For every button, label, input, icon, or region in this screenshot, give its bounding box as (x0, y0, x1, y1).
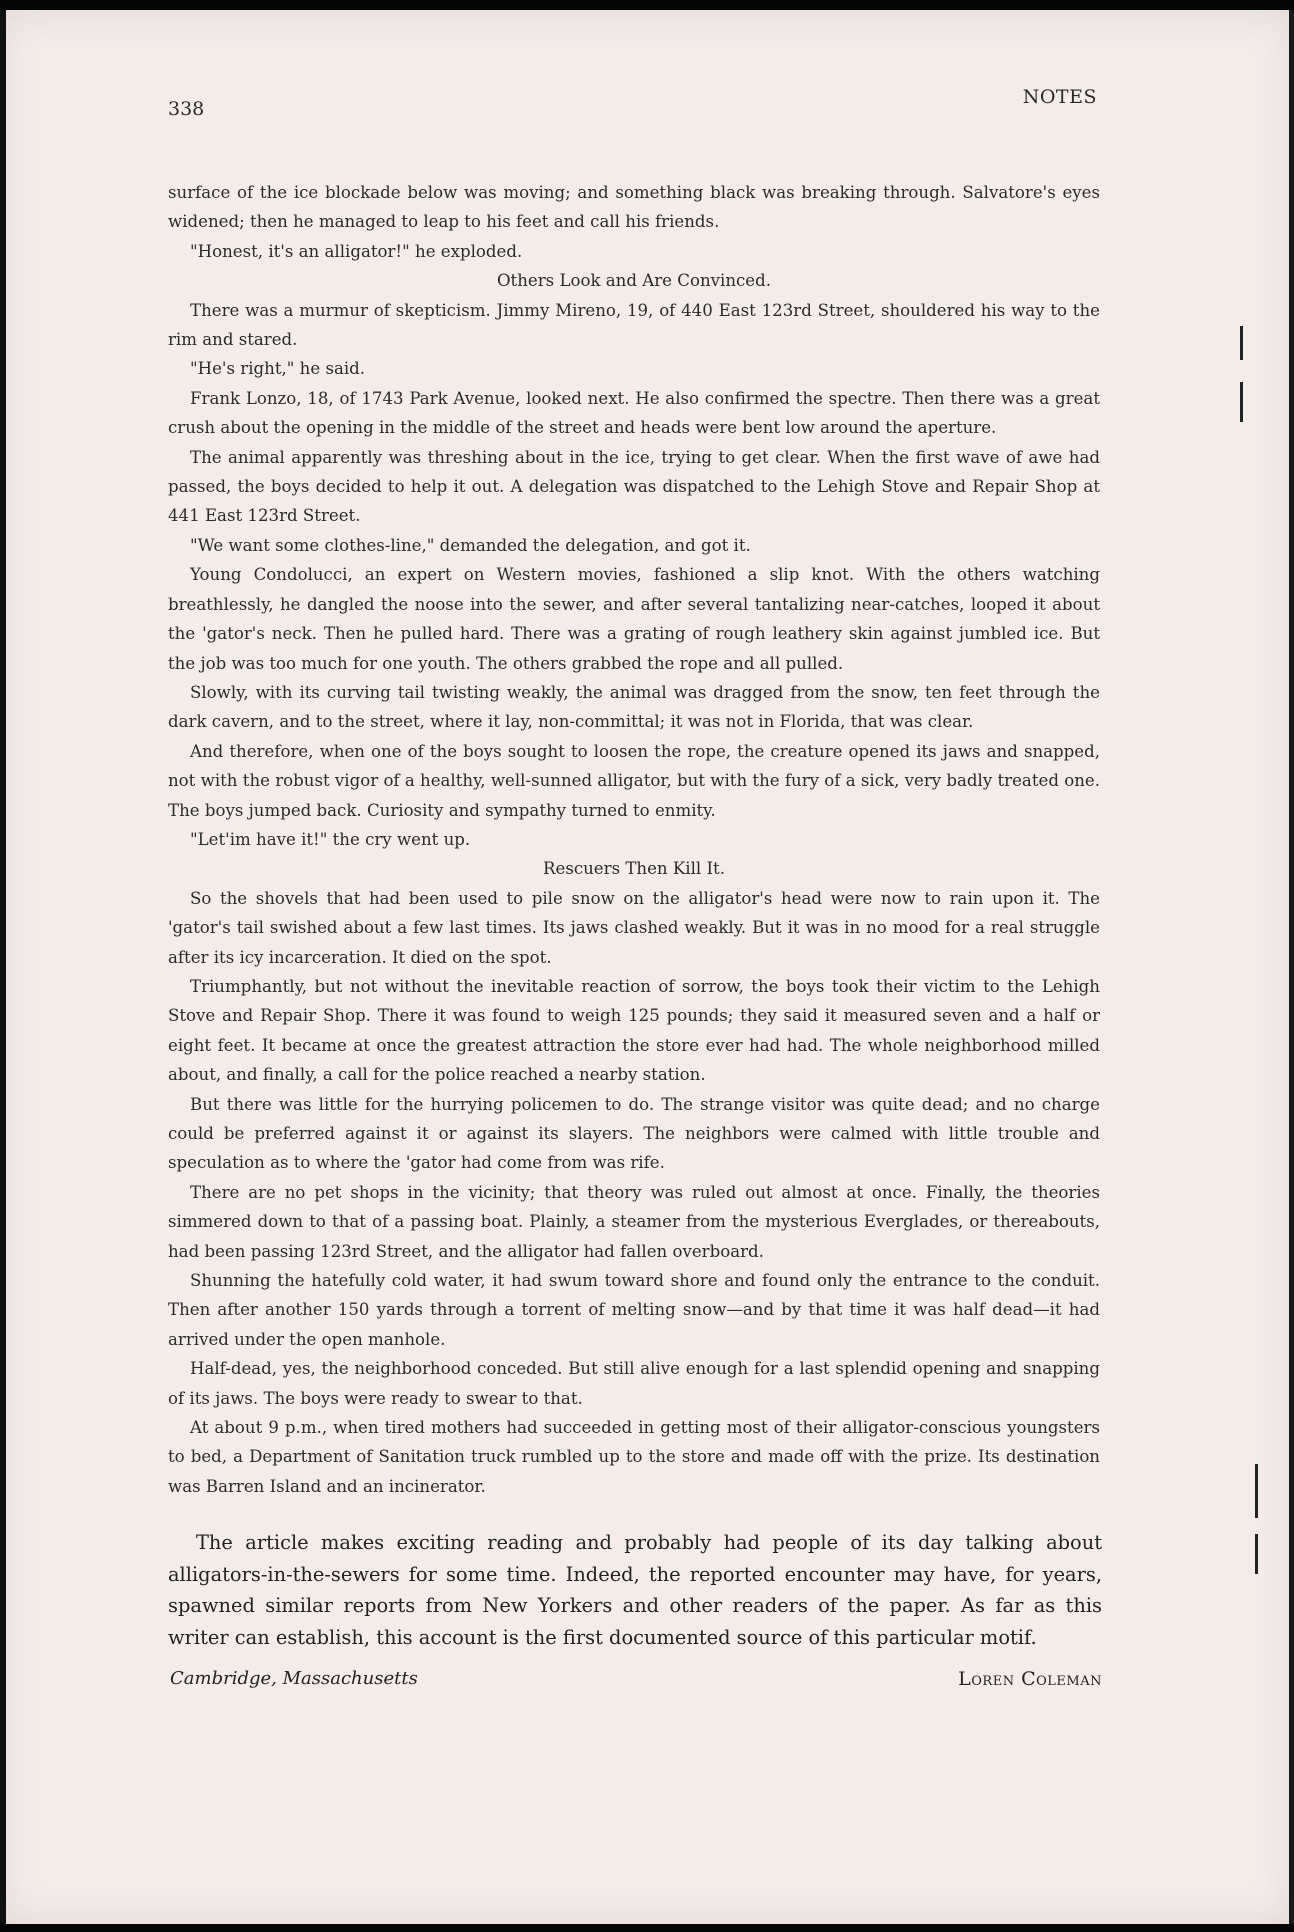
paragraph: So the shovels that had been used to pile snow on the alligator's head were now to rain upon it. The 'gator's tail swished about a few last times. Its jaws clashed weakly. But it was in no mood for a real struggle after its icy incarceration. It died on the spot. (168, 888, 1100, 967)
author-name: Loren Coleman (958, 1668, 1102, 1690)
paragraph: Slowly, with its curving tail twisting weakly, the animal was dragged from the snow, ten feet through the dark cavern, and to the street, where it lay, non-committal; it was not in Florida, that was clear. (168, 682, 1100, 732)
margin-mark (1240, 326, 1243, 360)
quoted-article (168, 178, 1100, 1501)
page-number: 338 (168, 98, 205, 120)
margin-mark (1240, 382, 1243, 422)
paragraph: "Let'im have it!" the cry went up. (190, 829, 471, 849)
paragraph: Triumphantly, but not without the inevitable reaction of sorrow, the boys took their victim to the Lehigh Stove and Repair Shop. There it was found to weigh 125 pounds; they said it measured seven and a half or eight feet. It became at once the greatest attraction the store ever had had. The whole neighborhood milled about, and finally, a call for the police reached a nearby station. (168, 976, 1100, 1085)
paragraph: surface of the ice blockade below was moving; and something black was breaking through. Salvatore's eyes widened; then he managed to leap to his feet and call his friends. (168, 183, 1100, 232)
paragraph: Frank Lonzo, 18, of 1743 Park Avenue, looked next. He also confirmed the spectre. Then there was a great crush about the opening in the middle of the street and heads were bent low around the aperture. (168, 388, 1100, 438)
paragraph: And therefore, when one of the boys sought to loosen the rope, the creature opened its jaws and snapped, not with the robust vigor of a healthy, well-sunned alligator, but with the fury of a sick, very badly treated one. The boys jumped back. Curiosity and sympathy turned to enmity. (168, 741, 1100, 820)
paragraph: The animal apparently was threshing about in the ice, trying to get clear. When the first wave of awe had passed, the boys decided to help it out. A delegation was dispatched to the Lehigh Stove and Repair Shop at 441 East 123rd Street. (168, 447, 1100, 526)
running-head: NOTES (1022, 86, 1097, 108)
paragraph: Young Condolucci, an expert on Western movies, fashioned a slip knot. With the others watching breathlessly, he dangled the noose into the sewer, and after several tantalizing near-catches, looped it about the 'gator's neck. Then he pulled hard. There was a grating of rough leathery skin against jumbled ice. But the job was too much for one youth. The others grabbed the rope and all pulled. (168, 565, 1100, 673)
paragraph: Shunning the hatefully cold water, it had swum toward shore and found only the entrance to the conduit. Then after another 150 yards through a torrent of melting snow—and by that time it was half dead—it had arrived under the open manhole. (168, 1271, 1100, 1349)
paragraph: "Honest, it's an alligator!" he exploded. (190, 241, 523, 261)
signoff (170, 1668, 1102, 1689)
article-subheading: Others Look and Are Convinced. (496, 271, 772, 291)
paragraph: But there was little for the hurrying policemen to do. The strange visitor was quite dead; and no charge could be preferred against it or against its slayers. The neighbors were calmed with little trouble and speculation as to where the 'gator had come from was rife. (168, 1094, 1100, 1173)
margin-mark (1255, 1534, 1258, 1574)
paragraph: "We want some clothes-line," demanded the delegation, and got it. (190, 535, 751, 555)
paragraph: Half-dead, yes, the neighborhood conceded. But still alive enough for a last splendid opening and snapping of its jaws. The boys were ready to swear to that. (168, 1359, 1100, 1408)
commentary-paragraph: The article makes exciting reading and probably had people of its day talking about alligators-in-the-sewers for some time. Indeed, the reported encounter may have, for years, spawned similar reports from New Yorkers and other readers of the paper. As far as this writer can establish, this account is the first documented source of this particular motif. (168, 1531, 1102, 1649)
margin-mark (1255, 1464, 1258, 1518)
paragraph: At about 9 p.m., when tired mothers had succeeded in getting most of their alligator-conscious youngsters to bed, a Department of Sanitation truck rumbled up to the store and made off with the prize. Its destination was Barren Island and an incinerator. (168, 1418, 1100, 1496)
scan-edge-left (0, 10, 6, 1924)
paragraph: "He's right," he said. (190, 359, 366, 379)
author-location: Cambridge, Massachusetts (170, 1668, 418, 1689)
paragraph: There was a murmur of skepticism. Jimmy Mireno, 19, of 440 East 123rd Street, shouldered his way to the rim and stared. (168, 300, 1100, 350)
article-subheading: Rescuers Then Kill It. (543, 859, 725, 879)
journal-page (0, 10, 1294, 1924)
paragraph: There are no pet shops in the vicinity; that theory was ruled out almost at once. Finally, the theories simmered down to that of a passing boat. Plainly, a steamer from the mysterious Everglades, or thereabouts, had been passing 123rd Street, and the alligator had fallen overboard. (168, 1182, 1100, 1261)
author-commentary (168, 1527, 1102, 1653)
scan-edge-right (1289, 10, 1294, 1924)
